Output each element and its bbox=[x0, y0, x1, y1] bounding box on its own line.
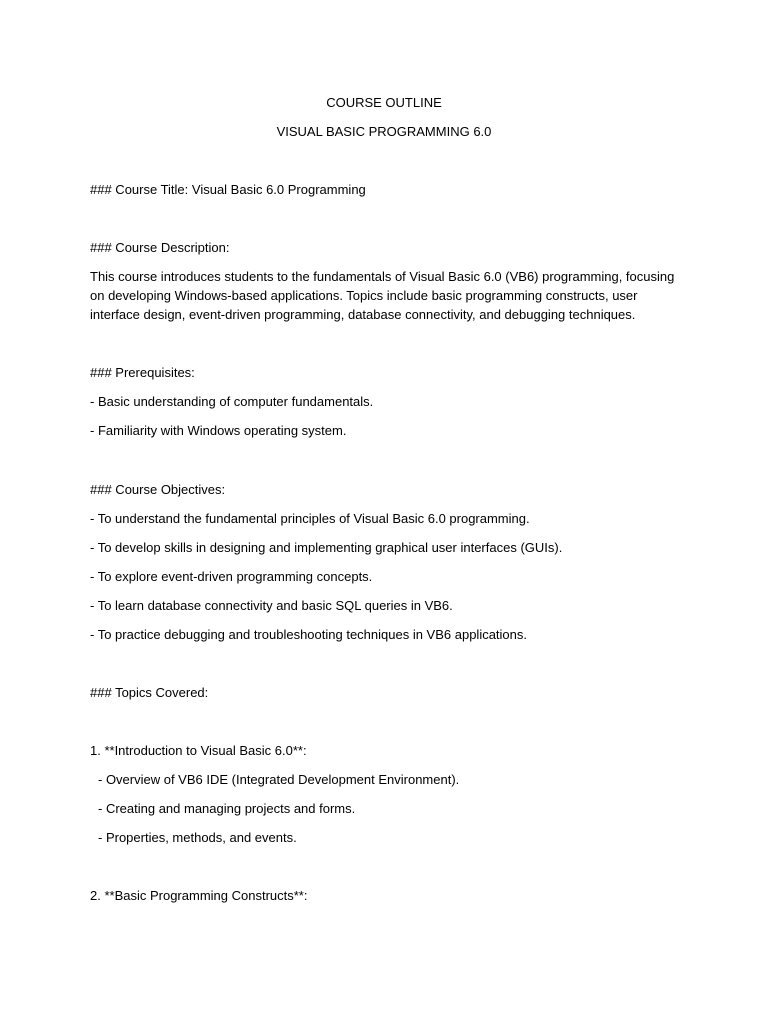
topic-title: 2. **Basic Programming Constructs**: bbox=[90, 888, 308, 903]
description-heading: ### Course Description: bbox=[90, 240, 230, 255]
description-line: This course introduces students to the fundamentals of Visual Basic 6.0 (VB6) programming, focusing bbox=[90, 269, 675, 284]
objectives-heading: ### Course Objectives: bbox=[90, 482, 226, 497]
objective-item: - To understand the fundamental principles of Visual Basic 6.0 programming. bbox=[90, 511, 530, 526]
topic-title: 1. **Introduction to Visual Basic 6.0**: bbox=[90, 743, 307, 758]
prerequisite-item: - Basic understanding of computer fundamentals. bbox=[90, 394, 374, 409]
topic-item: - Creating and managing projects and forms. bbox=[98, 801, 356, 816]
description-line: interface design, event-driven programming, database connectivity, and debugging techniques. bbox=[90, 307, 636, 322]
description-line: on developing Windows-based applications. Topics include basic programming constructs, user bbox=[90, 288, 638, 303]
objective-item: - To practice debugging and troubleshooting techniques in VB6 applications. bbox=[90, 627, 528, 642]
objective-item: - To learn database connectivity and basic SQL queries in VB6. bbox=[90, 598, 453, 613]
topic-item: - Overview of VB6 IDE (Integrated Development Environment). bbox=[98, 772, 460, 787]
course-title-line: ### Course Title: Visual Basic 6.0 Programming bbox=[90, 182, 366, 197]
topics-heading: ### Topics Covered: bbox=[90, 685, 209, 700]
document-heading: COURSE OUTLINE bbox=[326, 95, 442, 110]
objective-item: - To develop skills in designing and implementing graphical user interfaces (GUIs). bbox=[90, 540, 563, 555]
objective-item: - To explore event-driven programming concepts. bbox=[90, 569, 373, 584]
prerequisite-item: - Familiarity with Windows operating system. bbox=[90, 423, 347, 438]
topic-item: - Properties, methods, and events. bbox=[98, 830, 297, 845]
prerequisites-heading: ### Prerequisites: bbox=[90, 365, 195, 380]
document-subheading: VISUAL BASIC PROGRAMMING 6.0 bbox=[276, 124, 492, 139]
